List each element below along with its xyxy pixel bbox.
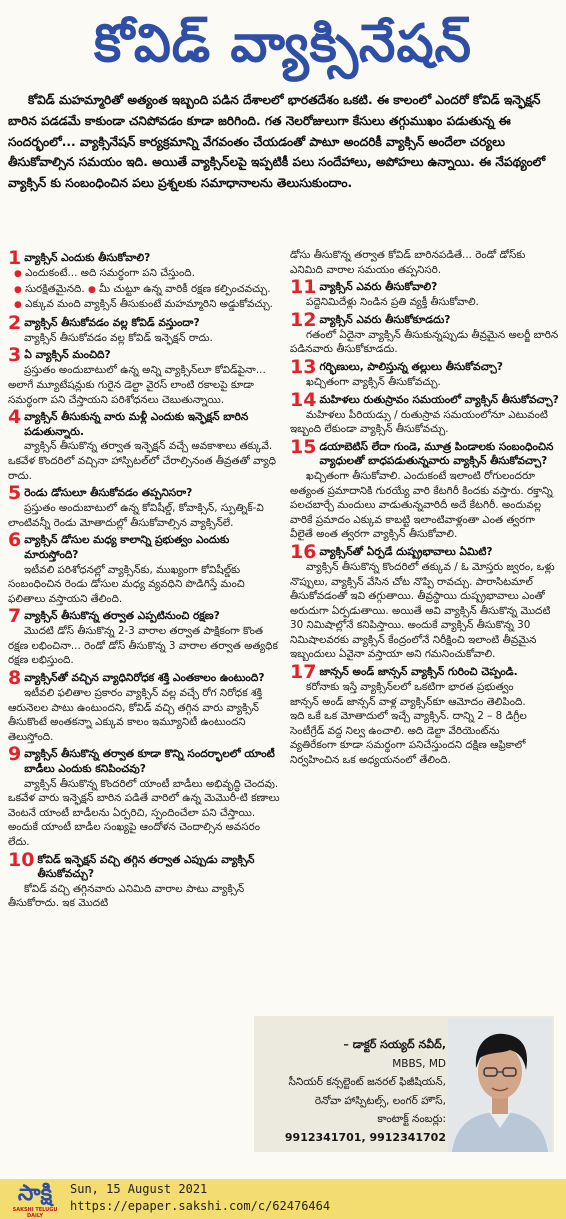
question-text: వ్యాక్సిన్‌తో వచ్చిన వ్యాధినిరోధక శక్తి ఎంతకాలం ఉంటుంది?	[24, 672, 265, 685]
answer-text: పద్దెనిమిదేళ్లు నిండిన ప్రతి వ్యక్తీ తీసుకోవాలి.	[306, 296, 479, 309]
author-photo	[448, 1018, 552, 1152]
question-12	[290, 308, 560, 331]
page-title: కోవిడ్ వ్యాక్సినేషన్	[93, 14, 473, 74]
bullet-text: ఎందుకంటే... అది సమర్థంగా పని చేస్తుంది.	[25, 267, 195, 279]
question-number: 8	[8, 667, 22, 690]
question-13	[290, 355, 560, 378]
question-number: 10	[8, 848, 35, 871]
question-text: వ్యాక్సిన్ ఎవరు తీసుకోకూడదు?	[319, 313, 451, 326]
contact-phones: 9912341701, 9912341702	[284, 1130, 446, 1144]
question-4	[8, 406, 280, 439]
answer-text: వ్యాక్సిన్ తీసుకొన్న కొందరిలో తక్కువ / ఓ మోస్తరు జ్వరం, ఒళ్లు నొప్పులు, వ్యాక్సిన్ వేసిన చోట నొప్పి రావచ్చు. పారాసిటమాల్ తీసుకోవడంతో ఇవి తగ్గుతాయి. తీవ్రస్థాయి దుష్ప్రభావాలు ఎంతో అరుదుగా ఏర్పడుతాయి. అయితే అవి వ్యాక్సిన్ తీసుకొన్న మొదటి 30 నిమిషాల్లోనే కనిపిస్తాయి. అందుకే వ్యాక్సిన్ తీసుకొన్న 30 నిమిషాలవరకు వ్యాక్సిన్ కేంద్రంలోనే నిరీక్షించి ఇలాంటి తీవ్రమైన ఇబ్బందులు ఏవైనా వస్తాయా అని గమనించుకోవాలి.	[290, 560, 555, 661]
question-text: వ్యాక్సిన్ తీసుకున్న వారు మళ్లీ ఎందుకు ఇన్ఫెక్షన్ బారిన పడుతున్నారు.	[24, 411, 249, 438]
question-3	[8, 344, 280, 367]
question-16	[290, 540, 560, 563]
bullet-text: సురక్షితమైనది.	[25, 282, 85, 295]
question-number: 15	[290, 435, 317, 458]
question-11	[290, 276, 560, 299]
author-degree: MBBS, MD	[392, 1057, 446, 1070]
question-text: వ్యాక్సిన్ తీసుకోవడం వల్ల కోవిడ్ వస్తుందా?	[24, 316, 200, 329]
author-designation: సీనియర్ కన్సల్టెంట్ జనరల్ ఫిజీషియన్,	[288, 1076, 446, 1088]
question-number: 9	[8, 743, 22, 766]
question-number: 4	[8, 406, 22, 429]
bullet-icon: ●	[87, 284, 96, 295]
answer-text: కోవిడ్ వచ్చి తగ్గినవారు ఎనిమిది వారాల పాటు వ్యాక్సిన్ తీసుకోరాదు. ఇక మొదటి	[8, 882, 245, 910]
question-9	[8, 743, 280, 776]
question-14	[290, 388, 560, 411]
question-number: 5	[8, 482, 22, 505]
footer-meta	[70, 1181, 330, 1215]
answer-text: ఇటీవలి పరిశోధనల్లో వ్యాక్సిన్‌కు, ముఖ్యంగా కోవిషీల్డ్‌కు సంబంధించిన రెండు డోసుల మధ్య వ్యవధిని పొడిగిస్తే మంచి ఫలితాలు వస్తాయని తేలింది.	[8, 563, 245, 605]
answer-text: కరోనాకు ఇస్తే వ్యాక్సిన్‌లలో ఒకటిగా భారత ప్రభుత్వం జాన్సన్ అండ్ జాన్సన్ వాళ్ల వ్యాక్సిన్‌కూ ఆమోదం తెలిపింది. ఇది ఒకే ఒక మోతాదులో ఇచ్చే వ్యాక్సిన్. దాన్ని 2 – 8 డిగ్రీల సెంటీగ్రేడ్ వద్ద నిల్వ ఉంచాలి. అది డెల్టా వేరియెంట్‌ను వ్యతిరేకంగా కూడా సమర్థంగా పనిచేస్తుందని దక్షిణ ఆఫ్రికాలో నిర్వహించిన ఒక అధ్యయనంలో తేలింది.	[290, 681, 527, 767]
question-number: 2	[8, 311, 22, 334]
answer-text: ఖచ్చితంగా వ్యాక్సిన్ తీసుకోవచ్చు.	[306, 375, 441, 388]
answer-text: గతంలో ఏదైనా వ్యాక్సిన్ తీసుకున్నప్పుడు తీవ్రమైన అలర్జీ బారిన పడినవారు తీసుకోకూడదు.	[290, 328, 559, 356]
question-text: వ్యాక్సిన్ ఎందుకు తీసుకోవాలి?	[24, 252, 151, 264]
question-1	[8, 247, 280, 269]
question-10	[8, 848, 280, 882]
question-text: డయాబెటిస్ లేదా గుండె, మూత్ర పిండాలకు సంబంధించిన వ్యాధులతో బాధపడుతున్నవారు వ్యాక్సిన్ తీసుకోవచ్చా?	[319, 440, 554, 468]
question-number: 3	[8, 344, 22, 367]
author-hospital: రెనోవా హాస్పిటల్స్, లంగర్ హౌస్,	[314, 1094, 446, 1107]
author-portrait-icon	[448, 1018, 552, 1152]
answer-text: ఖచ్చితంగా తీసుకోవాలి. ఎందుకంటే ఇలాంటి రోగులందరూ అత్యంత ప్రమాదానికి గురయ్యే వారి కేటగిరీ కిందకు వస్తారు. రక్తాన్ని పలచబార్చే మందులు వాడుతున్నవారిదీ అదే కేటగిరీ. అందువల్ల వారికే ప్రమాదం ఎక్కువ కాబట్టి ఇలాంటివాళ్లంతా ఎంత త్వరగా వీలైతే అంత త్వరగా వ్యాక్సిన్ తీసుకోవాలి.	[290, 469, 553, 541]
bullet	[8, 282, 280, 313]
question-number: 12	[290, 308, 317, 331]
question-text: జాన్సన్ అండ్ జాన్సన్ వ్యాక్సిన్ గురించి చెప్పండి.	[319, 666, 518, 679]
question-text: వ్యాక్సిన్‌తో ఏర్పడే దుష్ప్రభావాలు ఏమిటి?	[319, 545, 493, 558]
bullet	[8, 266, 280, 282]
answer-text: ప్రస్తుతం అందుబాటులో ఉన్న కోవిషీల్డ్, కోవాక్సిన్, స్పుత్నిక్-వి లాంటివన్నీ రెండు మోతాదుల్లో తీసుకోవాల్సిన వ్యాక్సిన్‌లే.	[8, 502, 264, 529]
answer-text: వ్యాక్సిన్ తీసుకొన్న కొందరిలో యాంటీ బాడీలు అభివృద్ధి చెందవు. ఒకవేళ వారు ఇన్ఫెక్షన్ బారిన పడితే వారిలో ఉన్న మెమొరీ-టి కణాలు వెంటనే యాంటీ బాడీలను ఏర్పరిచి, స్పందించేలా పని చేస్తాయి. అందుకే యాంటీ బాడీల సంఖ్యపై ఆందోళన చెందాల్సిన అవసరం లేదు.	[8, 777, 280, 848]
logo-subtitle: SAKSHI TELUGU DAILY	[12, 1207, 58, 1219]
question-5	[8, 482, 280, 505]
question-2	[8, 311, 280, 334]
intro-text: కోవిడ్ మహమ్మారితో అత్యంత ఇబ్బంది పడిన దేశాలలో భారతదేశం ఒకటి. ఈ కాలంలో ఎందరో కోవిడ్ ఇన్ఫెక్షన్ బారిన పడడమే కాకుండా చనిపోవడం కూడా జరిగింది. గత నెలరోజులుగా కేసులు తగ్గుముఖం పడుతున్న ఈ సందర్భంలో... వ్యాక్సినేషన్ కార్యక్రమాన్ని వేగవంతం చేయడంతో పాటూ అందరికీ వ్యాక్సిన్ అందేలా చర్యలు తీసుకోవాల్సిన సమయం ఇది. అయితే వ్యాక్సిన్‌లపై ఇప్పటికీ పలు సందేహాలు, అపోహలు ఉన్నాయి. ఈ నేపథ్యంలో వ్యాక్సిన్ కు సంబంధించిన పలు ప్రశ్నలకు సమాధానాలను తెలుసుకుందాం.	[8, 93, 546, 191]
answer-text: ఇటీవలి ఫలితాల ప్రకారం వ్యాక్సిన్ వల్ల వచ్చే రోగ నిరోధక శక్తి ఆరునెలల పాటు ఉంటుందని, కోవిడ్ వచ్చి తగ్గిన వారు వ్యాక్సిన్ తీసుకొంటే అంతకన్నా ఎక్కువ కాలం ఇమ్యూనిటీ ఉంటుందని తెలుస్తోంది.	[8, 687, 263, 743]
contact-label: కాంటాక్ట్ నంబర్లు:	[377, 1113, 446, 1125]
bullet-text: ఎక్కువ మంది వ్యాక్సిన్ తీసుకుంటే మహమ్మారిని అడ్డుకోవచ్చు.	[25, 298, 273, 311]
question-text: వ్యాక్సిన్ తీసుకొన్న తర్వాత కూడా కొన్ని సందర్భాలలో యాంటీ బాడీలు ఎందుకు కనిపించవు?	[24, 748, 275, 776]
question-text: ఏ వ్యాక్సిన్ మంచిది?	[24, 349, 111, 362]
question-number: 16	[290, 540, 317, 563]
question-15	[290, 435, 560, 469]
question-text: గర్భిణులు, పాలిస్తున్న తల్లులు తీసుకోవచ్చా?	[319, 360, 503, 373]
answer-text: మొదటి డోస్ తీసుకొన్న 2-3 వారాల తర్వాత పాక్షికంగా కొంత రక్షణ లభించినా... రెండో డోస్ తీసుకొన్న 3 వారాల తర్వాత అత్యధిక రక్షణ లభిస్తుంది.	[8, 625, 278, 667]
question-6	[8, 529, 280, 562]
question-number: 1	[8, 247, 22, 269]
logo-text: సాక్షి	[17, 1181, 53, 1206]
question-text: వ్యాక్సిన్ డోసుల మధ్య కాలాన్ని ప్రభుత్వం ఎందుకు మారుస్తోంది?	[24, 534, 230, 561]
question-text: వ్యాక్సిన్ ఎవరు తీసుకోవాలి?	[319, 281, 438, 294]
answer-text: ప్రస్తుతం అందుబాటులో ఉన్న అన్ని వ్యాక్సిన్‌లూ కోవిడ్‌పైనా... అలాగే మ్యూటేషన్లుకు గురైన డెల్టా వైరస్ లాంటి రకాలపై కూడా సమర్థంగా పని చేస్తాయని పరిశోధనలు చెబుతున్నాయి.	[8, 364, 266, 406]
question-number: 7	[8, 605, 22, 628]
question-number: 17	[290, 661, 317, 684]
author-name: – డాక్టర్ సయ్యద్ నవీద్,	[343, 1038, 446, 1051]
bullet-icon: ●	[14, 300, 22, 311]
question-text: రెండు డోసులూ తీసుకోవడం తప్పనిసరా?	[24, 487, 193, 500]
question-text: మహిళలు రుతుస్రావం సమయంలో వ్యాక్సిన్ తీసుకోవచ్చా?	[319, 393, 559, 406]
bullet-icon: ●	[14, 284, 22, 295]
left-column	[8, 248, 280, 911]
author-credit	[260, 1036, 446, 1147]
question-number: 6	[8, 529, 22, 552]
publication-date: Sun, 15 August 2021	[70, 1182, 208, 1196]
question-number: 14	[290, 388, 317, 411]
answer-text: వ్యాక్సిన్ తీసుకోవడం వల్ల కోవిడ్ ఇన్ఫెక్షన్ రాదు.	[24, 331, 213, 344]
question-text: వ్యాక్సిన్ తీసుకొన్న తర్వాత ఎప్పటినుంచి రక్షణ?	[24, 610, 220, 623]
question-text: కోవిడ్ ఇన్ఫెక్షన్ వచ్చి తగ్గిన తర్వాత ఎప్పుడు వ్యాక్సిన్ తీసుకోవచ్చు?	[37, 853, 255, 881]
question-number: 13	[290, 355, 317, 378]
question-8	[8, 667, 280, 690]
answer-text: మహిళలు పీరియడ్సు / రుతుస్రావ సమయంలోనూ ఎటువంటి ఇబ్బంది లేకుండా వ్యాక్సిన్ తీసుకోవచ్చు.	[290, 408, 548, 436]
answer-text: వ్యాక్సిన్ తీసుకొన్న తర్వాత ఇన్ఫెక్షన్ వచ్చే అవకాశాలు తక్కువే. ఒకవేళ కొందరిలో వచ్చినా హాస్పిటల్‌లో చేరాల్సినంత తీవ్రతతో వ్యాధి రాదు.	[8, 440, 276, 482]
question-number: 11	[290, 276, 317, 299]
bullet-icon: ●	[14, 269, 22, 279]
answer-continuation: డోసు తీసుకొన్న తర్వాత కోవిడ్ బారినపడితే... రెండో డోస్‌కు ఎనిమిది వారాల సమయం తప్పనిసరి.	[290, 249, 526, 276]
right-column	[290, 248, 560, 768]
source-url[interactable]: https://epaper.sakshi.com/c/62476464	[70, 1199, 331, 1213]
question-17	[290, 661, 560, 684]
bullet-text: మీ చుట్టూ ఉన్న వారికీ రక్షణ కల్పించవచ్చు.	[99, 282, 271, 295]
intro-paragraph	[8, 90, 558, 194]
question-7	[8, 605, 280, 628]
